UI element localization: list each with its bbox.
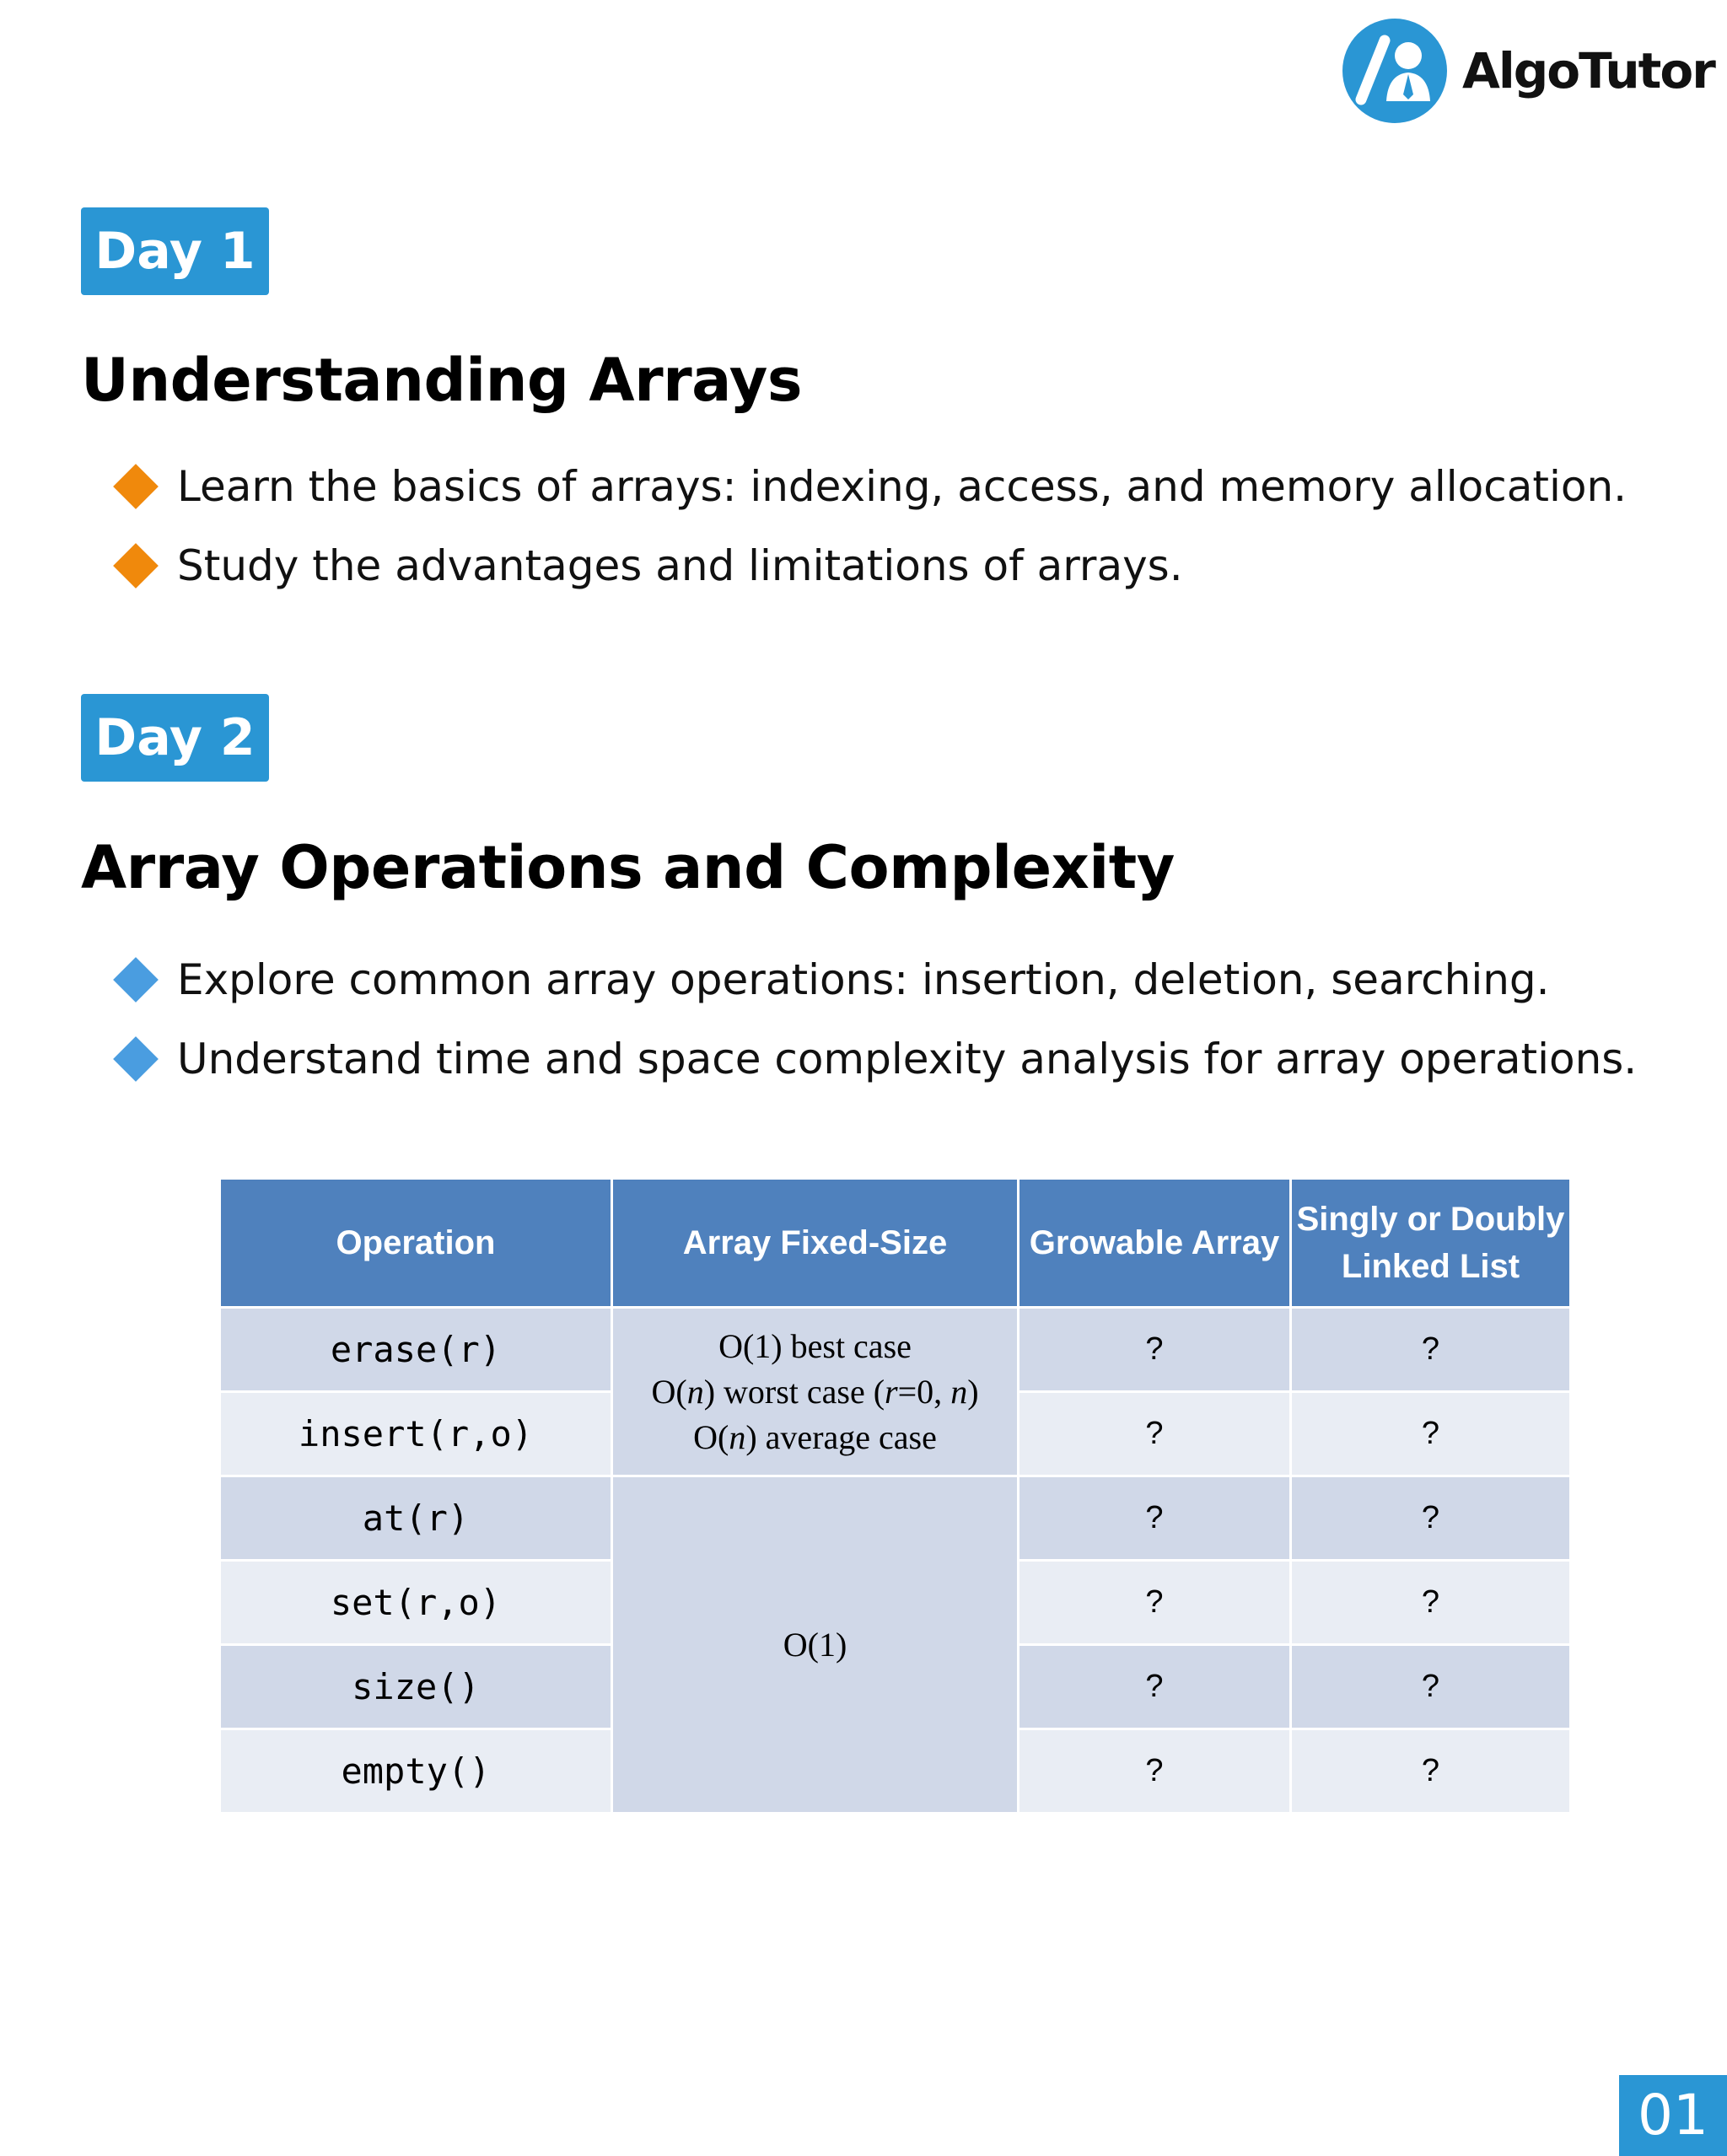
average-case-line: O(n) average case	[693, 1417, 937, 1456]
growable-cell: ?	[1019, 1392, 1291, 1476]
operation-cell: set(r,o)	[220, 1561, 612, 1645]
brand-name: AlgoTutor	[1462, 42, 1714, 99]
day-1-badge: Day 1	[81, 207, 269, 295]
growable-cell: ?	[1019, 1308, 1291, 1392]
linked-list-cell: ?	[1291, 1476, 1571, 1561]
list-item	[115, 1019, 1637, 1099]
table-row	[220, 1308, 1571, 1392]
complexity-table	[218, 1177, 1572, 1815]
linked-list-cell: ?	[1291, 1729, 1571, 1814]
list-item	[115, 526, 1627, 605]
operation-cell: insert(r,o)	[220, 1392, 612, 1476]
page-number: 01	[1619, 2075, 1727, 2156]
header-operation: Operation	[220, 1179, 612, 1308]
orange-diamond-bullet-icon	[113, 543, 159, 589]
header-array-fixed-size: Array Fixed-Size	[612, 1179, 1019, 1308]
header-growable-array: Growable Array	[1019, 1179, 1291, 1308]
growable-cell: ?	[1019, 1476, 1291, 1561]
table-header-row	[220, 1179, 1571, 1308]
operation-cell: at(r)	[220, 1476, 612, 1561]
day-1-bullet-list	[115, 447, 1627, 605]
day-2-badge: Day 2	[81, 694, 269, 782]
growable-cell: ?	[1019, 1561, 1291, 1645]
tutor-logo-icon	[1342, 19, 1447, 123]
day-1-title: Understanding Arrays	[81, 346, 802, 415]
linked-list-cell: ?	[1291, 1308, 1571, 1392]
growable-cell: ?	[1019, 1645, 1291, 1729]
complexity-table-container	[218, 1177, 1569, 1815]
day-2-bullet-list	[115, 940, 1637, 1099]
linked-list-cell: ?	[1291, 1645, 1571, 1729]
blue-diamond-bullet-icon	[113, 957, 159, 1003]
table-row	[220, 1476, 1571, 1561]
day-2-title: Array Operations and Complexity	[81, 833, 1175, 902]
fixed-size-complexity-erase-insert	[612, 1308, 1019, 1476]
fixed-size-complexity-constant: O(1)	[612, 1476, 1019, 1814]
operation-cell: empty()	[220, 1729, 612, 1814]
operation-cell: size()	[220, 1645, 612, 1729]
best-case-line: O(1) best case	[718, 1326, 912, 1365]
header-linked-list: Singly or Doubly Linked List	[1291, 1179, 1571, 1308]
operation-cell: erase(r)	[220, 1308, 612, 1392]
list-item	[115, 940, 1637, 1019]
bullet-text: Understand time and space complexity analysis for array operations.	[177, 1035, 1638, 1083]
growable-cell: ?	[1019, 1729, 1291, 1814]
brand-logo	[1342, 19, 1714, 123]
linked-list-cell: ?	[1291, 1561, 1571, 1645]
blue-diamond-bullet-icon	[113, 1036, 159, 1082]
list-item	[115, 447, 1627, 526]
worst-case-line: O(n) worst case (r=0, n)	[651, 1372, 979, 1411]
bullet-text: Explore common array operations: insertion, deletion, searching.	[177, 955, 1550, 1004]
linked-list-cell: ?	[1291, 1392, 1571, 1476]
orange-diamond-bullet-icon	[113, 464, 159, 509]
bullet-text: Study the advantages and limitations of arrays.	[177, 541, 1183, 590]
bullet-text: Learn the basics of arrays: indexing, access, and memory allocation.	[177, 462, 1627, 511]
